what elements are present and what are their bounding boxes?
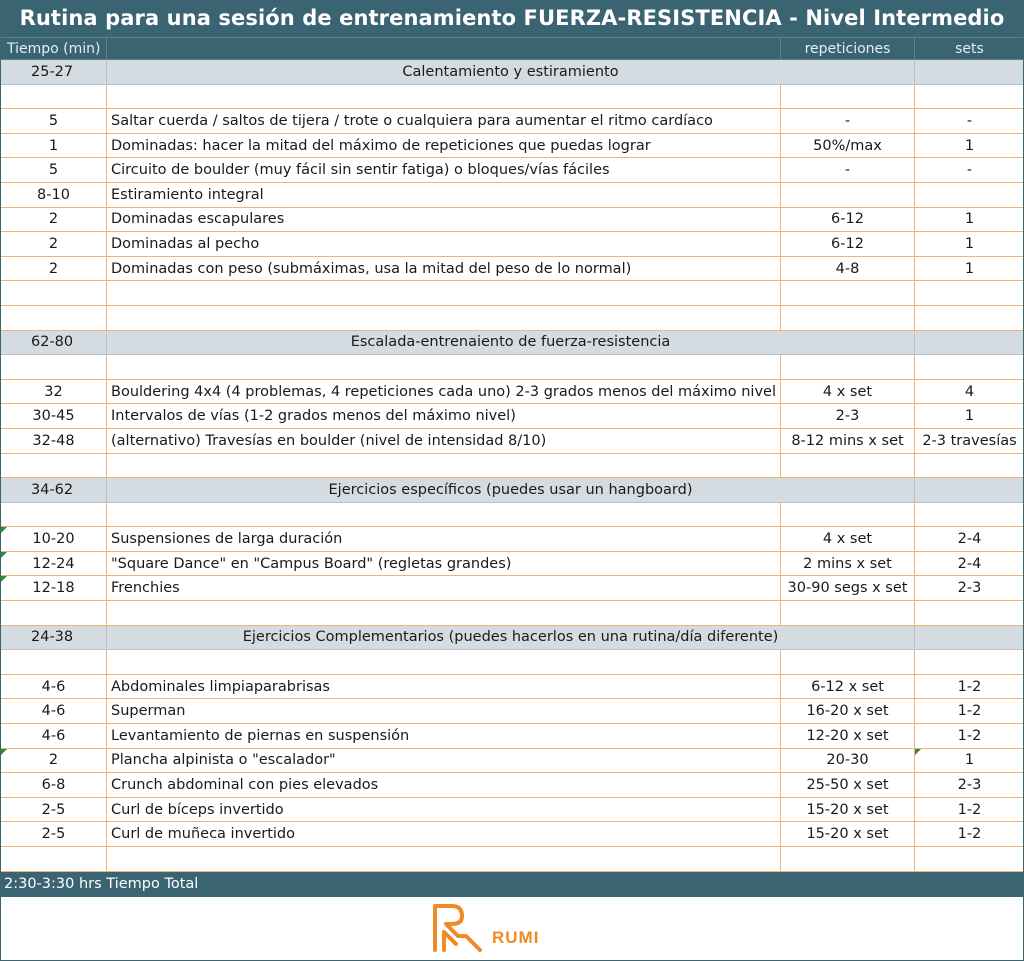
exercise-cell[interactable]: Circuito de boulder (muy fácil sin sentir fatiga) o bloques/vías fáciles <box>107 158 781 183</box>
sets-cell[interactable]: 2-4 <box>915 527 1024 552</box>
sets-cell[interactable]: 1 <box>915 232 1024 257</box>
section-time[interactable]: 24-38 <box>1 625 107 650</box>
sets-cell[interactable]: 1 <box>915 748 1024 773</box>
exercise-cell[interactable] <box>107 601 781 626</box>
column-header-row <box>1 38 1024 60</box>
time-cell[interactable]: 12-24 <box>1 551 107 576</box>
total-time-row <box>1 871 1024 896</box>
time-cell[interactable]: 1 <box>1 133 107 158</box>
time-cell[interactable]: 2 <box>1 256 107 281</box>
sets-cell[interactable]: 4 <box>915 379 1024 404</box>
exercise-cell[interactable] <box>107 502 781 527</box>
exercise-cell[interactable]: Suspensiones de larga duración <box>107 527 781 552</box>
exercise-cell[interactable]: Saltar cuerda / saltos de tijera / trote o cualquiera para aumentar el ritmo cardíaco <box>107 109 781 134</box>
table-row <box>1 674 1024 699</box>
time-cell[interactable]: 2-5 <box>1 822 107 847</box>
reps-cell[interactable]: 25-50 x set <box>781 773 915 798</box>
exercise-cell[interactable]: Superman <box>107 699 781 724</box>
table-row <box>1 576 1024 601</box>
reps-cell[interactable]: 50%/max <box>781 133 915 158</box>
exercise-cell[interactable]: Levantamiento de piernas en suspensión <box>107 724 781 749</box>
time-cell[interactable]: 4-6 <box>1 699 107 724</box>
sets-cell[interactable] <box>915 601 1024 626</box>
section-blank-cell[interactable] <box>915 478 1024 503</box>
section-time[interactable]: 62-80 <box>1 330 107 355</box>
reps-cell[interactable]: - <box>781 109 915 134</box>
time-cell[interactable]: 4-6 <box>1 724 107 749</box>
time-cell[interactable]: 2 <box>1 207 107 232</box>
time-cell[interactable] <box>1 305 107 330</box>
exercise-cell[interactable]: Plancha alpinista o "escalador" <box>107 748 781 773</box>
exercise-cell[interactable] <box>107 305 781 330</box>
table-row <box>1 379 1024 404</box>
table-row <box>1 84 1024 109</box>
column-header-reps[interactable]: repeticiones <box>781 38 915 60</box>
routine-table <box>0 37 1024 897</box>
exercise-cell[interactable]: Bouldering 4x4 (4 problemas, 4 repeticiones cada uno) 2-3 grados menos del máximo nivel <box>107 379 781 404</box>
exercise-cell[interactable]: Estiramiento integral <box>107 182 781 207</box>
reps-cell[interactable]: 16-20 x set <box>781 699 915 724</box>
sets-cell[interactable]: 1 <box>915 207 1024 232</box>
sets-cell[interactable]: 1-2 <box>915 674 1024 699</box>
exercise-cell[interactable]: Abdominales limpiaparabrisas <box>107 674 781 699</box>
sets-cell[interactable] <box>915 355 1024 380</box>
rumi-logo-text: RUMI <box>492 928 540 947</box>
sets-cell[interactable]: 1-2 <box>915 822 1024 847</box>
reps-cell[interactable] <box>781 502 915 527</box>
sets-cell[interactable]: 1-2 <box>915 699 1024 724</box>
time-cell[interactable]: 30-45 <box>1 404 107 429</box>
time-cell[interactable] <box>1 281 107 306</box>
reps-cell[interactable]: 20-30 <box>781 748 915 773</box>
sets-cell[interactable]: 2-4 <box>915 551 1024 576</box>
table-row <box>1 847 1024 872</box>
section-blank-cell[interactable] <box>915 625 1024 650</box>
reps-cell[interactable] <box>781 650 915 675</box>
table-row <box>1 232 1024 257</box>
time-cell[interactable] <box>1 355 107 380</box>
reps-cell[interactable]: 4-8 <box>781 256 915 281</box>
reps-cell[interactable] <box>781 84 915 109</box>
time-cell[interactable]: 5 <box>1 158 107 183</box>
reps-cell[interactable] <box>781 601 915 626</box>
time-cell[interactable] <box>1 453 107 478</box>
reps-cell[interactable]: 8-12 mins x set <box>781 428 915 453</box>
exercise-cell[interactable] <box>107 453 781 478</box>
exercise-cell[interactable] <box>107 84 781 109</box>
sets-cell[interactable] <box>915 502 1024 527</box>
table-row <box>1 601 1024 626</box>
section-time[interactable]: 25-27 <box>1 60 107 85</box>
table-row <box>1 281 1024 306</box>
table-row <box>1 207 1024 232</box>
section-blank-cell[interactable] <box>915 60 1024 85</box>
sets-cell[interactable]: 1 <box>915 133 1024 158</box>
sets-cell[interactable]: 1 <box>915 404 1024 429</box>
sets-cell[interactable] <box>915 182 1024 207</box>
section-header-row <box>1 60 1024 85</box>
sets-cell[interactable] <box>915 453 1024 478</box>
reps-cell[interactable]: 12-20 x set <box>781 724 915 749</box>
table-row <box>1 355 1024 380</box>
exercise-cell[interactable]: Curl de bíceps invertido <box>107 797 781 822</box>
rumi-logo <box>432 900 562 952</box>
section-title[interactable]: Escalada-entrenaiento de fuerza-resistencia <box>107 330 915 355</box>
column-header-time[interactable]: Tiempo (min) <box>1 38 107 60</box>
time-cell[interactable]: 12-18 <box>1 576 107 601</box>
section-title[interactable]: Ejercicios específicos (puedes usar un hangboard) <box>107 478 915 503</box>
rumi-logo-icon <box>432 902 486 952</box>
table-row <box>1 453 1024 478</box>
reps-cell[interactable]: - <box>781 158 915 183</box>
time-cell[interactable]: 5 <box>1 109 107 134</box>
column-header-sets[interactable]: sets <box>915 38 1024 60</box>
reps-cell[interactable]: 6-12 x set <box>781 674 915 699</box>
table-row <box>1 527 1024 552</box>
sets-cell[interactable] <box>915 84 1024 109</box>
reps-cell[interactable]: 4 x set <box>781 379 915 404</box>
time-cell[interactable] <box>1 502 107 527</box>
section-header-row <box>1 330 1024 355</box>
section-title[interactable]: Calentamiento y estiramiento <box>107 60 915 85</box>
exercise-cell[interactable]: Dominadas escapulares <box>107 207 781 232</box>
sets-cell[interactable] <box>915 650 1024 675</box>
reps-cell[interactable]: 6-12 <box>781 232 915 257</box>
time-cell[interactable]: 2 <box>1 232 107 257</box>
exercise-cell[interactable]: (alternativo) Travesías en boulder (nivel de intensidad 8/10) <box>107 428 781 453</box>
table-row <box>1 797 1024 822</box>
sets-cell[interactable] <box>915 847 1024 872</box>
sets-cell[interactable]: - <box>915 158 1024 183</box>
reps-cell[interactable] <box>781 355 915 380</box>
exercise-cell[interactable] <box>107 650 781 675</box>
table-row <box>1 502 1024 527</box>
page-title: Rutina para una sesión de entrenamiento FUERZA-RESISTENCIA - Nivel Intermedio <box>0 0 1024 37</box>
exercise-cell[interactable] <box>107 355 781 380</box>
reps-cell[interactable] <box>781 305 915 330</box>
table-row <box>1 699 1024 724</box>
time-cell[interactable] <box>1 650 107 675</box>
table-row <box>1 133 1024 158</box>
reps-cell[interactable]: 2 mins x set <box>781 551 915 576</box>
exercise-cell[interactable]: Crunch abdominal con pies elevados <box>107 773 781 798</box>
section-title[interactable]: Ejercicios Complementarios (puedes hacerlos en una rutina/día diferente) <box>107 625 915 650</box>
reps-cell[interactable] <box>781 847 915 872</box>
reps-cell[interactable]: 4 x set <box>781 527 915 552</box>
reps-cell[interactable]: 15-20 x set <box>781 797 915 822</box>
sets-cell[interactable] <box>915 281 1024 306</box>
reps-cell[interactable] <box>781 453 915 478</box>
sets-cell[interactable]: 2-3 <box>915 773 1024 798</box>
sets-cell[interactable] <box>915 305 1024 330</box>
exercise-cell[interactable]: Dominadas con peso (submáximas, usa la mitad del peso de lo normal) <box>107 256 781 281</box>
time-cell[interactable] <box>1 601 107 626</box>
total-time-label[interactable]: 2:30-3:30 hrs Tiempo Total <box>1 871 1024 896</box>
sets-cell[interactable]: 1-2 <box>915 724 1024 749</box>
table-row <box>1 650 1024 675</box>
time-cell[interactable] <box>1 847 107 872</box>
section-header-row <box>1 625 1024 650</box>
table-row <box>1 773 1024 798</box>
reps-cell[interactable] <box>781 281 915 306</box>
section-blank-cell[interactable] <box>915 330 1024 355</box>
time-cell[interactable]: 6-8 <box>1 773 107 798</box>
time-cell[interactable]: 2 <box>1 748 107 773</box>
table-row <box>1 404 1024 429</box>
time-cell[interactable] <box>1 84 107 109</box>
exercise-cell[interactable]: Curl de muñeca invertido <box>107 822 781 847</box>
reps-cell[interactable]: 2-3 <box>781 404 915 429</box>
exercise-cell[interactable] <box>107 847 781 872</box>
time-cell[interactable]: 10-20 <box>1 527 107 552</box>
reps-cell[interactable]: 15-20 x set <box>781 822 915 847</box>
sets-cell[interactable]: - <box>915 109 1024 134</box>
exercise-cell[interactable] <box>107 281 781 306</box>
table-row <box>1 182 1024 207</box>
reps-cell[interactable]: 30-90 segs x set <box>781 576 915 601</box>
sets-cell[interactable]: 1 <box>915 256 1024 281</box>
section-header-row <box>1 478 1024 503</box>
time-cell[interactable]: 4-6 <box>1 674 107 699</box>
exercise-cell[interactable]: Frenchies <box>107 576 781 601</box>
time-cell[interactable]: 2-5 <box>1 797 107 822</box>
time-cell[interactable]: 32-48 <box>1 428 107 453</box>
table-row <box>1 428 1024 453</box>
reps-cell[interactable] <box>781 182 915 207</box>
section-time[interactable]: 34-62 <box>1 478 107 503</box>
table-row <box>1 822 1024 847</box>
exercise-cell[interactable]: Intervalos de vías (1-2 grados menos del máximo nivel) <box>107 404 781 429</box>
exercise-cell[interactable]: Dominadas: hacer la mitad del máximo de repeticiones que puedas lograr <box>107 133 781 158</box>
sets-cell[interactable]: 1-2 <box>915 797 1024 822</box>
reps-cell[interactable]: 6-12 <box>781 207 915 232</box>
exercise-cell[interactable]: Dominadas al pecho <box>107 232 781 257</box>
table-row <box>1 748 1024 773</box>
exercise-cell[interactable]: "Square Dance" en "Campus Board" (regletas grandes) <box>107 551 781 576</box>
table-row <box>1 256 1024 281</box>
sets-cell[interactable]: 2-3 travesías <box>915 428 1024 453</box>
table-row <box>1 305 1024 330</box>
time-cell[interactable]: 32 <box>1 379 107 404</box>
time-cell[interactable]: 8-10 <box>1 182 107 207</box>
table-row <box>1 551 1024 576</box>
table-row <box>1 724 1024 749</box>
table-row <box>1 109 1024 134</box>
table-row <box>1 158 1024 183</box>
column-header-description[interactable] <box>107 38 781 60</box>
sets-cell[interactable]: 2-3 <box>915 576 1024 601</box>
